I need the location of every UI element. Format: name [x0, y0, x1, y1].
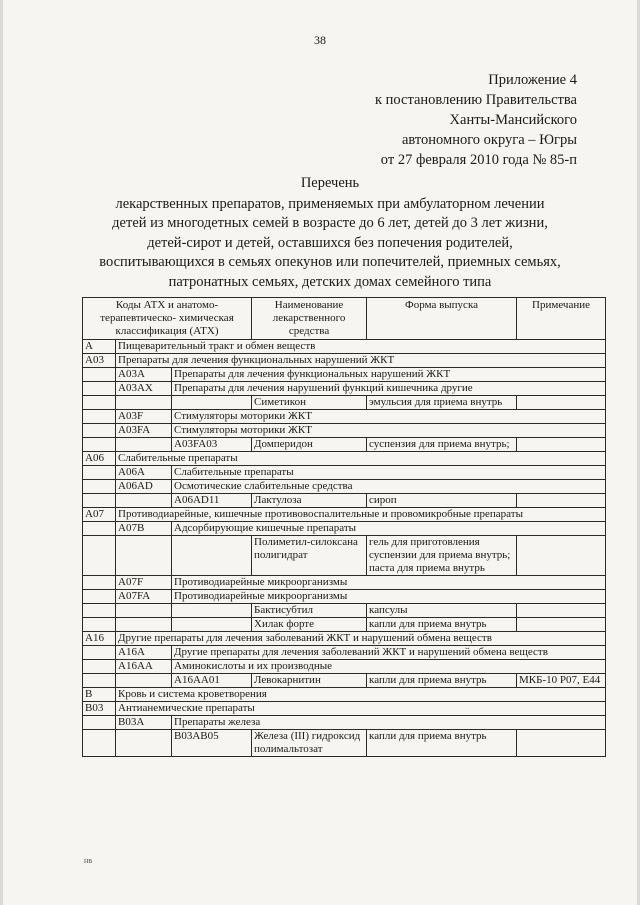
table-row — [83, 702, 606, 716]
atc-group-cell: Адсорбирующие кишечные препараты — [172, 522, 606, 536]
atc-code-cell: A07B — [116, 522, 172, 536]
atc-code-cell: A07 — [83, 508, 116, 522]
table-row — [83, 576, 606, 590]
table-row — [83, 716, 606, 730]
empty-cell — [116, 494, 172, 508]
atc-group-cell: Слабительные препараты — [116, 452, 606, 466]
annex-line: Приложение 4 — [488, 72, 577, 88]
table-row — [83, 646, 606, 660]
atc-code-cell: A03 — [83, 354, 116, 368]
table-body — [83, 340, 606, 757]
empty-cell — [116, 438, 172, 452]
drug-name-cell: Хилак форте — [252, 618, 367, 632]
note-cell — [517, 494, 606, 508]
annex-line: Ханты-Мансийского — [449, 112, 577, 128]
table-row — [83, 688, 606, 702]
release-form-cell: капли для приема внутрь — [367, 730, 517, 757]
annex-block — [375, 70, 577, 170]
atc-group-cell: Препараты для лечения нарушений функций кишечника другие — [172, 382, 606, 396]
atc-code-cell: A03FA — [116, 424, 172, 438]
atc-group-cell: Кровь и система кроветворения — [116, 688, 606, 702]
title-line: лекарственных препаратов, применяемых при амбулаторном лечении — [115, 195, 545, 212]
note-cell — [517, 730, 606, 757]
note-cell — [517, 536, 606, 576]
table-row — [83, 340, 606, 354]
empty-cell — [83, 536, 116, 576]
atc-group-cell: Стимуляторы моторики ЖКТ — [172, 424, 606, 438]
table-row — [83, 536, 606, 576]
note-cell — [517, 438, 606, 452]
atc-code-cell — [172, 536, 252, 576]
empty-cell — [83, 382, 116, 396]
table-row — [83, 438, 606, 452]
empty-cell — [116, 674, 172, 688]
empty-cell — [83, 466, 116, 480]
atc-code-cell: A06 — [83, 452, 116, 466]
atc-group-cell: Препараты для лечения функциональных нарушений ЖКТ — [116, 354, 606, 368]
atc-group-cell: Пищеварительный тракт и обмен веществ — [116, 340, 606, 354]
atc-code-cell — [172, 618, 252, 632]
atc-group-cell: Препараты для лечения функциональных нарушений ЖКТ — [172, 368, 606, 382]
table-row — [83, 494, 606, 508]
empty-cell — [83, 618, 116, 632]
atc-group-cell: Другие препараты для лечения заболеваний ЖКТ и нарушений обмена веществ — [172, 646, 606, 660]
empty-cell — [83, 604, 116, 618]
atc-code-cell: A06AD11 — [172, 494, 252, 508]
empty-cell — [83, 590, 116, 604]
empty-cell — [83, 424, 116, 438]
empty-cell — [116, 730, 172, 757]
table-row — [83, 480, 606, 494]
atc-code-cell: B03 — [83, 702, 116, 716]
table-row — [83, 424, 606, 438]
title-line: воспитывающихся в семьях опекунов или попечителей, приемных семьях, — [99, 254, 561, 271]
empty-cell — [83, 716, 116, 730]
drug-name-cell: Железа (III) гидроксид полимальтозат — [252, 730, 367, 757]
atc-code-cell: A06A — [116, 466, 172, 480]
atc-group-cell: Другие препараты для лечения заболеваний ЖКТ и нарушений обмена веществ — [116, 632, 606, 646]
note-cell — [517, 618, 606, 632]
header-note: Примечание — [517, 298, 606, 340]
atc-code-cell — [172, 396, 252, 410]
release-form-cell: гель для приготовления суспензии для приема внутрь; паста для приема внутрь — [367, 536, 517, 576]
empty-cell — [83, 730, 116, 757]
drug-name-cell: Симетикон — [252, 396, 367, 410]
table-header-row — [83, 298, 606, 340]
empty-cell — [83, 410, 116, 424]
footer-mark: нв — [84, 856, 93, 865]
table-row — [83, 396, 606, 410]
note-cell — [517, 396, 606, 410]
header-form: Форма выпуска — [367, 298, 517, 340]
note-cell: МКБ-10 Р07, Е44 — [517, 674, 606, 688]
empty-cell — [83, 576, 116, 590]
drug-name-cell: Домперидон — [252, 438, 367, 452]
table-row — [83, 466, 606, 480]
table-row — [83, 604, 606, 618]
empty-cell — [116, 618, 172, 632]
atc-group-cell: Препараты железа — [172, 716, 606, 730]
scan-edge-left — [0, 0, 3, 905]
empty-cell — [83, 522, 116, 536]
drug-name-cell: Лактулоза — [252, 494, 367, 508]
page-number: 38 — [314, 33, 326, 47]
title-line: детей-сирот и детей, оставшихся без попечения родителей, — [147, 234, 513, 251]
empty-cell — [116, 396, 172, 410]
release-form-cell: эмульсия для приема внутрь — [367, 396, 517, 410]
empty-cell — [83, 396, 116, 410]
atc-code-cell: A16AA — [116, 660, 172, 674]
header-name: Наименование лекарственного средства — [252, 298, 367, 340]
table-row — [83, 730, 606, 757]
table-row — [83, 522, 606, 536]
atc-code-cell: A07FA — [116, 590, 172, 604]
annex-line: автономного округа – Югры — [401, 132, 577, 148]
atc-group-cell: Слабительные препараты — [172, 466, 606, 480]
empty-cell — [83, 660, 116, 674]
atc-code-cell — [172, 604, 252, 618]
document-title — [40, 174, 620, 293]
atc-code-cell: A03F — [116, 410, 172, 424]
table-row — [83, 674, 606, 688]
header-codes: Коды АТХ и анатомо-терапевтическо- химическая классификация (АТХ) — [83, 298, 252, 340]
table-row — [83, 618, 606, 632]
atc-code-cell: A07F — [116, 576, 172, 590]
table-row — [83, 410, 606, 424]
note-cell — [517, 604, 606, 618]
release-form-cell: капсулы — [367, 604, 517, 618]
title-heading: Перечень — [300, 175, 360, 191]
table-row — [83, 590, 606, 604]
table-row — [83, 382, 606, 396]
table-row — [83, 452, 606, 466]
empty-cell — [83, 480, 116, 494]
table-row — [83, 660, 606, 674]
atc-code-cell: A03AX — [116, 382, 172, 396]
atc-code-cell: A16AA01 — [172, 674, 252, 688]
table-row — [83, 632, 606, 646]
drug-name-cell: Бактисубтил — [252, 604, 367, 618]
atc-code-cell: B03A — [116, 716, 172, 730]
atc-group-cell: Антианемические препараты — [116, 702, 606, 716]
atc-code-cell: A03A — [116, 368, 172, 382]
atc-group-cell: Стимуляторы моторики ЖКТ — [172, 410, 606, 424]
empty-cell — [83, 438, 116, 452]
drug-name-cell: Полиметил-силоксана полигидрат — [252, 536, 367, 576]
empty-cell — [116, 536, 172, 576]
atc-code-cell: A03FA03 — [172, 438, 252, 452]
atc-group-cell: Противодиарейные микроорганизмы — [172, 576, 606, 590]
atc-code-cell: B03AB05 — [172, 730, 252, 757]
atc-code-cell: A — [83, 340, 116, 354]
atc-code-cell: B — [83, 688, 116, 702]
atc-group-cell: Осмотические слабительные средства — [172, 480, 606, 494]
release-form-cell: капли для приема внутрь — [367, 674, 517, 688]
atc-code-cell: A06AD — [116, 480, 172, 494]
drug-name-cell: Левокарнитин — [252, 674, 367, 688]
title-line: патронатных семьях, детских домах семейного типа — [168, 273, 492, 290]
atc-group-cell: Противодиарейные, кишечные противовоспалительные и провомикробные препараты — [116, 508, 606, 522]
table-row — [83, 354, 606, 368]
empty-cell — [83, 494, 116, 508]
release-form-cell: сироп — [367, 494, 517, 508]
empty-cell — [116, 604, 172, 618]
empty-cell — [83, 674, 116, 688]
atc-group-cell: Противодиарейные микроорганизмы — [172, 590, 606, 604]
annex-line: от 27 февраля 2010 года № 85-п — [380, 152, 577, 168]
title-line: детей из многодетных семей в возрасте до 6 лет, детей до 3 лет жизни, — [112, 215, 548, 232]
atc-code-cell: A16 — [83, 632, 116, 646]
atc-code-cell: A16A — [116, 646, 172, 660]
release-form-cell: капли для приема внутрь — [367, 618, 517, 632]
drug-table — [82, 297, 606, 757]
release-form-cell: суспензия для приема внутрь; — [367, 438, 517, 452]
annex-line: к постановлению Правительства — [375, 92, 577, 108]
table-row — [83, 368, 606, 382]
empty-cell — [83, 368, 116, 382]
table-row — [83, 508, 606, 522]
empty-cell — [83, 646, 116, 660]
atc-group-cell: Аминокислоты и их производные — [172, 660, 606, 674]
